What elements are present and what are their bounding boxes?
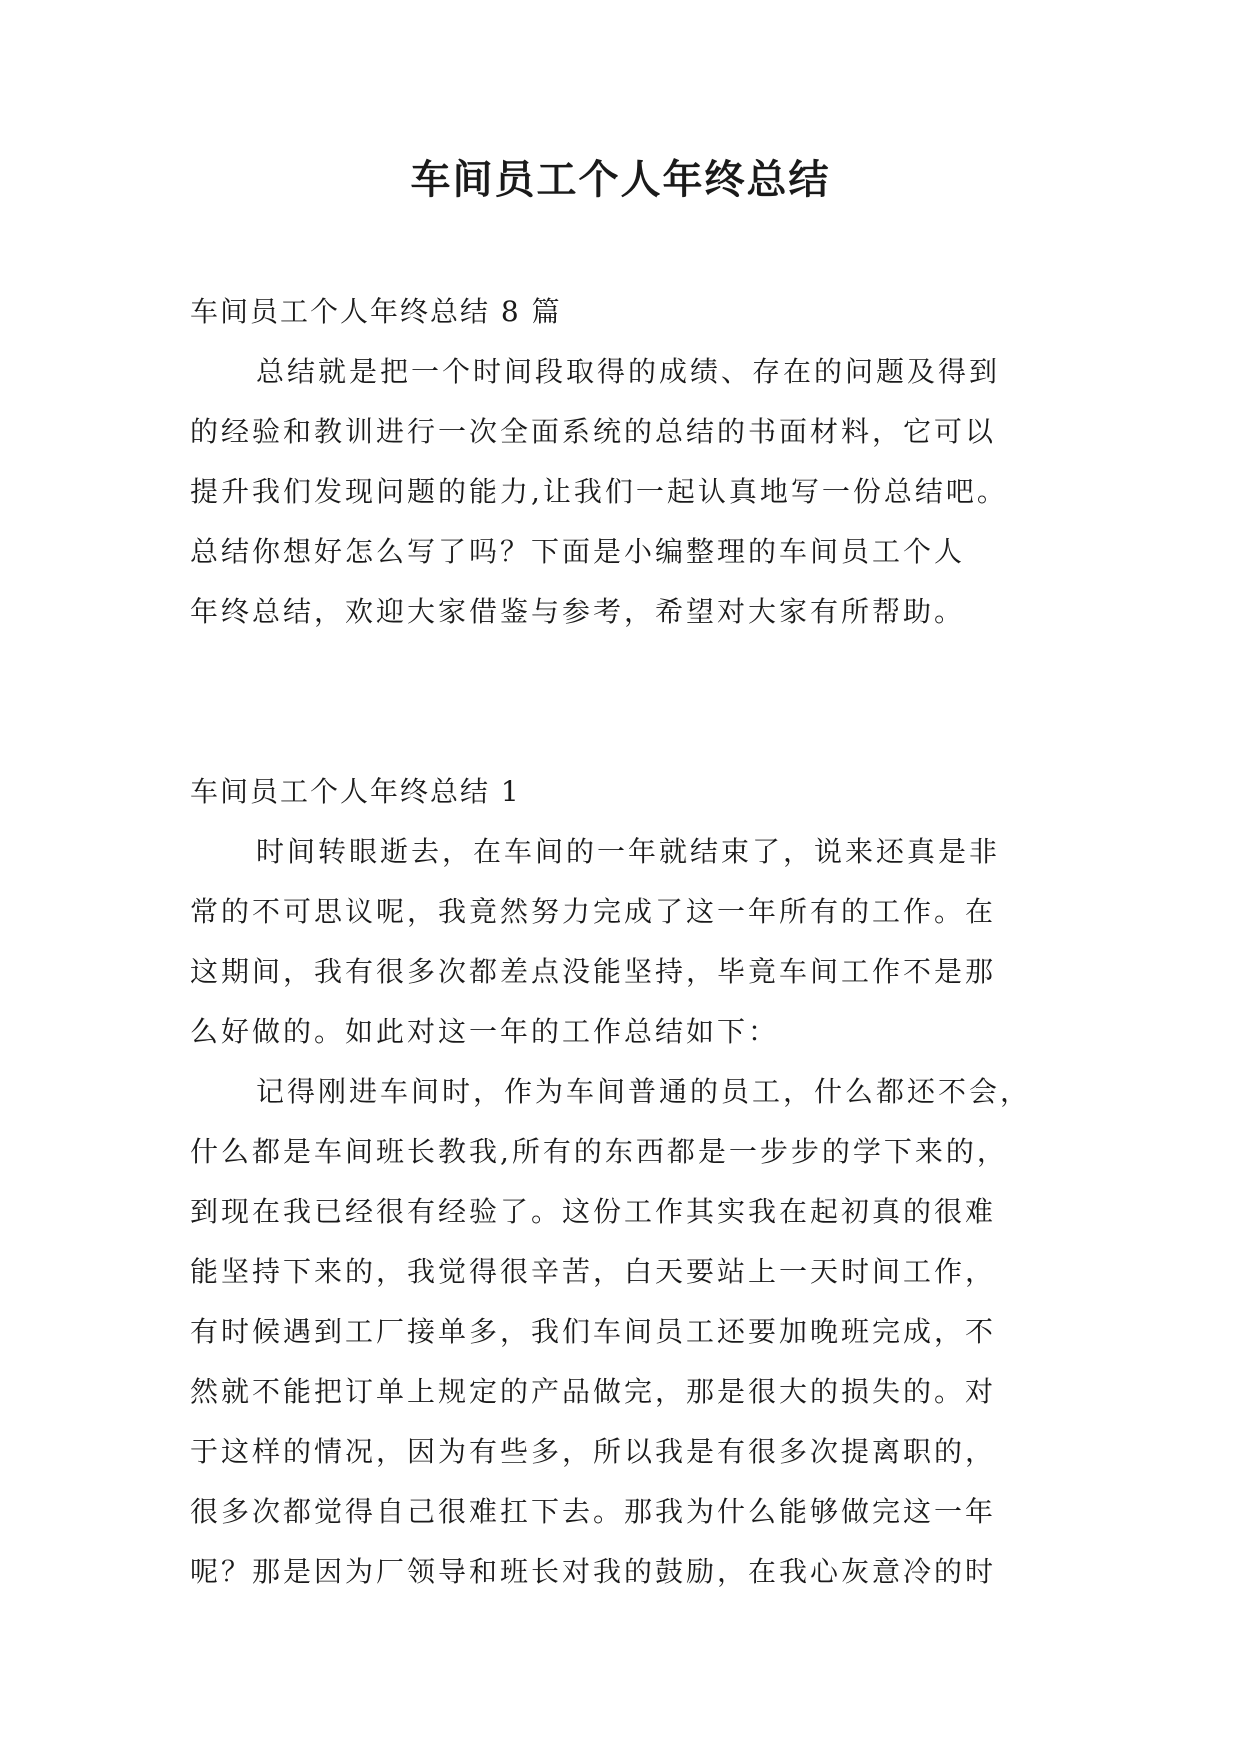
intro-heading: 车间员工个人年终总结 8 篇 xyxy=(190,295,562,328)
text-line: 到现在我已经很有经验了。这份工作其实我在起初真的很难 xyxy=(190,1195,997,1228)
text-line: 年终总结，欢迎大家借鉴与参考，希望对大家有所帮助。 xyxy=(190,595,966,628)
text-line: 这期间，我有很多次都差点没能坚持，毕竟车间工作不是那 xyxy=(190,955,997,988)
text-line: 提升我们发现问题的能力,让我们一起认真地写一份总结吧。 xyxy=(190,475,1008,508)
text-line: 总结你想好怎么写了吗？下面是小编整理的车间员工个人 xyxy=(190,535,966,568)
text-line: 于这样的情况，因为有些多，所以我是有很多次提离职的， xyxy=(190,1435,997,1468)
section-spacer xyxy=(190,642,1058,762)
document-body xyxy=(190,282,1058,1602)
document-title: 车间员工个人年终总结 xyxy=(410,157,831,203)
text-line: 很多次都觉得自己很难扛下去。那我为什么能够做完这一年 xyxy=(190,1495,997,1528)
text-line: 么好做的。如此对这一年的工作总结如下： xyxy=(190,1015,780,1048)
text-line: 能坚持下来的，我觉得很辛苦，白天要站上一天时间工作， xyxy=(190,1255,997,1288)
text-line: 什么都是车间班长教我,所有的东西都是一步步的学下来的， xyxy=(190,1135,1008,1168)
section1-paragraph-1 xyxy=(190,822,1058,1062)
text-line: 常的不可思议呢，我竟然努力完成了这一年所有的工作。在 xyxy=(190,895,997,928)
text-line: 时间转眼逝去，在车间的一年就结束了，说来还真是非 xyxy=(256,835,1001,868)
section1-heading: 车间员工个人年终总结 1 xyxy=(190,775,521,808)
intro-paragraph xyxy=(190,342,1058,642)
text-line: 呢？那是因为厂领导和班长对我的鼓励，在我心灰意冷的时 xyxy=(190,1555,997,1588)
text-line: 的经验和教训进行一次全面系统的总结的书面材料，它可以 xyxy=(190,415,997,448)
text-line: 记得刚进车间时，作为车间普通的员工，什么都还不会， xyxy=(256,1075,1032,1108)
text-line: 有时候遇到工厂接单多，我们车间员工还要加晚班完成，不 xyxy=(190,1315,997,1348)
text-line: 总结就是把一个时间段取得的成绩、存在的问题及得到 xyxy=(256,355,1001,388)
section1-paragraph-2 xyxy=(190,1062,1058,1602)
text-line: 然就不能把订单上规定的产品做完，那是很大的损失的。对 xyxy=(190,1375,997,1408)
